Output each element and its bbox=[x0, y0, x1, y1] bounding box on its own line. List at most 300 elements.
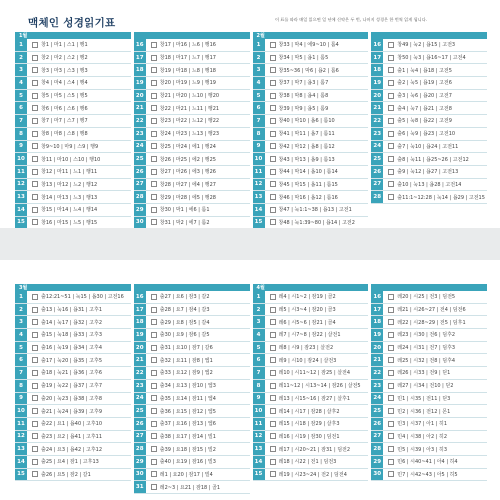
checkbox[interactable] bbox=[388, 459, 394, 465]
day-number: 3 bbox=[253, 64, 265, 76]
reading-passages: 출4 | 눅7 | 욥21 | 고전8 bbox=[397, 105, 452, 112]
checkbox[interactable] bbox=[270, 446, 276, 452]
checkbox[interactable] bbox=[151, 345, 157, 351]
checkbox[interactable] bbox=[151, 194, 157, 200]
day-number: 23 bbox=[134, 128, 146, 140]
reading-row bbox=[253, 90, 369, 103]
reading-row bbox=[371, 393, 487, 406]
month-header bbox=[134, 32, 250, 39]
day-number: 5 bbox=[253, 90, 265, 102]
day-number: 31 bbox=[134, 481, 146, 493]
checkbox[interactable] bbox=[388, 42, 394, 48]
reading-passages: 레9 | 시10 | 잠24 | 살전3 bbox=[278, 357, 337, 364]
day-number: 11 bbox=[15, 418, 27, 430]
checkbox[interactable] bbox=[388, 332, 394, 338]
day-number: 21 bbox=[134, 354, 146, 366]
checkbox[interactable] bbox=[32, 156, 38, 162]
day-number: 6 bbox=[15, 102, 27, 114]
checkbox[interactable] bbox=[32, 319, 38, 325]
reading-passages: 레1 | 요20 | 잠17 | 빌4 bbox=[159, 471, 213, 478]
checkbox[interactable] bbox=[388, 294, 394, 300]
day-number: 2 bbox=[15, 304, 27, 316]
day-number: 23 bbox=[371, 380, 383, 392]
reading-row bbox=[134, 367, 250, 380]
reading-passages: 출24 | 요3 | 욥42 | 고후12 bbox=[41, 446, 103, 453]
day-number: 24 bbox=[371, 141, 383, 153]
checkbox[interactable] bbox=[151, 484, 157, 490]
checkbox[interactable] bbox=[270, 383, 276, 389]
checkbox[interactable] bbox=[270, 181, 276, 187]
checkbox[interactable] bbox=[151, 131, 157, 137]
checkbox[interactable] bbox=[151, 332, 157, 338]
checkbox[interactable] bbox=[151, 307, 157, 313]
reading-passages: 창1 | 마1 | 스1 | 행1 bbox=[41, 42, 88, 49]
checkbox[interactable] bbox=[151, 433, 157, 439]
reading-column bbox=[15, 32, 131, 242]
reading-row bbox=[134, 115, 250, 128]
checkbox[interactable] bbox=[270, 471, 276, 477]
day-number: 17 bbox=[134, 304, 146, 316]
checkbox[interactable] bbox=[32, 294, 38, 300]
reading-row bbox=[15, 39, 131, 52]
checkbox[interactable] bbox=[388, 408, 394, 414]
day-number: 4 bbox=[15, 77, 27, 89]
checkbox[interactable] bbox=[388, 421, 394, 427]
reading-passages: 창27 | 마26 | 에3 | 행26 bbox=[159, 169, 216, 176]
reading-passages: 출22 | 요1 | 욥40 | 고후10 bbox=[41, 421, 103, 428]
reading-passages: 출39 | 요18 | 잠15 | 빌2 bbox=[159, 446, 216, 453]
checkbox[interactable] bbox=[32, 131, 38, 137]
day-number: 14 bbox=[253, 204, 265, 216]
reading-passages: 창13 | 마12 | 느2 | 행12 bbox=[41, 181, 98, 188]
reading-passages: 민4 | 시38 | 아2 | 히2 bbox=[397, 433, 448, 440]
reading-row bbox=[134, 191, 250, 204]
reading-passages: 창38 | 막8 | 욥4 | 롬8 bbox=[278, 93, 329, 100]
checkbox[interactable] bbox=[270, 143, 276, 149]
day-number: 24 bbox=[134, 393, 146, 405]
reading-row bbox=[253, 52, 369, 65]
day-number: 15 bbox=[253, 217, 265, 229]
reading-row bbox=[253, 418, 369, 431]
checkbox[interactable] bbox=[270, 42, 276, 48]
reading-passages: 창24 | 마23 | 느13 | 행23 bbox=[159, 131, 220, 138]
reading-passages: 출36 | 요15 | 잠12 | 엡5 bbox=[159, 408, 216, 415]
reading-row bbox=[371, 342, 487, 355]
checkbox[interactable] bbox=[270, 459, 276, 465]
checkbox[interactable] bbox=[270, 421, 276, 427]
checkbox[interactable] bbox=[32, 207, 38, 213]
checkbox[interactable] bbox=[270, 319, 276, 325]
checkbox[interactable] bbox=[151, 408, 157, 414]
reading-passages: 출2 | 눅5 | 욥19 | 고전6 bbox=[397, 80, 452, 87]
checkbox[interactable] bbox=[388, 307, 394, 313]
checkbox[interactable] bbox=[388, 105, 394, 111]
day-number: 20 bbox=[371, 342, 383, 354]
checkbox[interactable] bbox=[270, 357, 276, 363]
reading-passages: 창31 | 막2 | 에7 | 롬2 bbox=[159, 219, 210, 226]
checkbox[interactable] bbox=[151, 357, 157, 363]
reading-passages: 레23 | 시30 | 전6 | 딤후2 bbox=[397, 332, 456, 339]
checkbox[interactable] bbox=[32, 332, 38, 338]
reading-column bbox=[15, 284, 131, 494]
checkbox[interactable] bbox=[32, 42, 38, 48]
day-number: 5 bbox=[253, 342, 265, 354]
checkbox[interactable] bbox=[32, 446, 38, 452]
reading-passages: 창26 | 마25 | 에2 | 행25 bbox=[159, 156, 216, 163]
reading-row bbox=[371, 443, 487, 456]
reading-row bbox=[134, 354, 250, 367]
reading-row bbox=[253, 115, 369, 128]
reading-row bbox=[15, 102, 131, 115]
reading-row bbox=[134, 179, 250, 192]
checkbox[interactable] bbox=[32, 408, 38, 414]
checkbox[interactable] bbox=[151, 446, 157, 452]
day-number: 21 bbox=[371, 354, 383, 366]
reading-row bbox=[371, 128, 487, 141]
reading-row bbox=[371, 431, 487, 444]
reading-row bbox=[134, 291, 250, 304]
reading-row bbox=[253, 329, 369, 342]
checkbox[interactable] bbox=[151, 219, 157, 225]
checkbox[interactable] bbox=[270, 307, 276, 313]
checkbox[interactable] bbox=[388, 357, 394, 363]
reading-row bbox=[253, 141, 369, 154]
day-number: 18 bbox=[134, 64, 146, 76]
reading-passages: 출3 | 눅6 | 욥20 | 고전7 bbox=[397, 93, 452, 100]
reading-row bbox=[253, 443, 369, 456]
checkbox[interactable] bbox=[151, 471, 157, 477]
checkbox[interactable] bbox=[151, 181, 157, 187]
checkbox[interactable] bbox=[388, 118, 394, 124]
reading-passages: 창16 | 마15 | 느5 | 행15 bbox=[41, 219, 98, 226]
reading-passages: 창23 | 마22 | 느12 | 행22 bbox=[159, 118, 220, 125]
day-number: 1 bbox=[15, 39, 27, 51]
month-label: 1월 bbox=[19, 33, 28, 39]
reading-row bbox=[134, 443, 250, 456]
reading-row bbox=[371, 191, 487, 204]
checkbox[interactable] bbox=[270, 345, 276, 351]
reading-passages: 창37 | 막7 | 욥3 | 롬7 bbox=[278, 80, 329, 87]
reading-row bbox=[15, 304, 131, 317]
checkbox[interactable] bbox=[270, 294, 276, 300]
day-number: 20 bbox=[134, 90, 146, 102]
reading-row bbox=[253, 128, 369, 141]
checkbox[interactable] bbox=[270, 156, 276, 162]
day-number: 25 bbox=[371, 405, 383, 417]
reading-passages: 창47 | 눅1:1~38 | 욥13 | 고전1 bbox=[278, 207, 352, 214]
checkbox[interactable] bbox=[388, 395, 394, 401]
checkbox[interactable] bbox=[32, 383, 38, 389]
checkbox[interactable] bbox=[32, 459, 38, 465]
reading-passages: 레17 | 시20~21 | 잠31 | 딤전2 bbox=[278, 446, 351, 453]
reading-row bbox=[15, 316, 131, 329]
reading-passages: 창44 | 막14 | 욥10 | 롬14 bbox=[278, 169, 338, 176]
checkbox[interactable] bbox=[388, 143, 394, 149]
reading-row bbox=[371, 380, 487, 393]
reading-passages: 창21 | 마20 | 느10 | 행20 bbox=[159, 93, 220, 100]
reading-row bbox=[371, 39, 487, 52]
month-header bbox=[15, 32, 131, 39]
reading-row bbox=[134, 304, 250, 317]
checkbox[interactable] bbox=[388, 80, 394, 86]
reading-passages: 출25 | 요4 | 잠1 | 고후13 bbox=[41, 459, 99, 466]
reading-row bbox=[253, 342, 369, 355]
checkbox[interactable] bbox=[388, 345, 394, 351]
reading-row bbox=[253, 291, 369, 304]
month-header bbox=[253, 32, 369, 39]
reading-row bbox=[15, 380, 131, 393]
checkbox[interactable] bbox=[151, 169, 157, 175]
reading-passages: 출34 | 요13 | 잠10 | 엡3 bbox=[159, 383, 216, 390]
reading-passages: 창43 | 막13 | 욥9 | 롬13 bbox=[278, 156, 335, 163]
reading-passages: 창9~10 | 마9 | 스9 | 행9 bbox=[41, 143, 99, 150]
day-number: 2 bbox=[253, 304, 265, 316]
reading-passages: 창14 | 마13 | 느3 | 행13 bbox=[41, 194, 98, 201]
day-number: 27 bbox=[134, 431, 146, 443]
reading-row bbox=[253, 380, 369, 393]
checkbox[interactable] bbox=[270, 207, 276, 213]
checkbox[interactable] bbox=[151, 118, 157, 124]
reading-row bbox=[371, 405, 487, 418]
reading-passages: 창34 | 막5 | 욥1 | 롬5 bbox=[278, 55, 329, 62]
reading-row bbox=[253, 456, 369, 469]
reading-row bbox=[134, 141, 250, 154]
checkbox[interactable] bbox=[388, 194, 394, 200]
checkbox[interactable] bbox=[32, 93, 38, 99]
checkbox[interactable] bbox=[151, 156, 157, 162]
checkbox[interactable] bbox=[151, 67, 157, 73]
checkbox[interactable] bbox=[388, 93, 394, 99]
reading-row bbox=[371, 90, 487, 103]
day-number: 16 bbox=[134, 39, 146, 51]
checkbox[interactable] bbox=[151, 370, 157, 376]
reading-row bbox=[134, 393, 250, 406]
checkbox[interactable] bbox=[32, 370, 38, 376]
reading-column bbox=[134, 284, 250, 494]
checkbox[interactable] bbox=[32, 471, 38, 477]
checkbox[interactable] bbox=[32, 143, 38, 149]
checkbox[interactable] bbox=[388, 446, 394, 452]
reading-row bbox=[253, 204, 369, 217]
day-number: 19 bbox=[134, 329, 146, 341]
checkbox[interactable] bbox=[32, 169, 38, 175]
checkbox[interactable] bbox=[270, 219, 276, 225]
reading-passages: 창17 | 마16 | 느6 | 행16 bbox=[159, 42, 216, 49]
checkbox[interactable] bbox=[151, 421, 157, 427]
reading-passages: 출26 | 요5 | 잠2 | 갈1 bbox=[41, 471, 91, 478]
checkbox[interactable] bbox=[151, 207, 157, 213]
checkbox[interactable] bbox=[151, 294, 157, 300]
reading-passages: 출23 | 요2 | 욥41 | 고후11 bbox=[41, 433, 103, 440]
reading-passages: 창18 | 마17 | 느7 | 행17 bbox=[159, 55, 216, 62]
reading-passages: 창8 | 마8 | 스8 | 행8 bbox=[41, 131, 88, 138]
day-number: 22 bbox=[134, 367, 146, 379]
checkbox[interactable] bbox=[32, 395, 38, 401]
reading-row bbox=[371, 367, 487, 380]
checkbox[interactable] bbox=[270, 93, 276, 99]
checkbox[interactable] bbox=[151, 143, 157, 149]
checkbox[interactable] bbox=[32, 67, 38, 73]
day-number: 12 bbox=[15, 179, 27, 191]
checkbox[interactable] bbox=[32, 307, 38, 313]
checkbox[interactable] bbox=[388, 471, 394, 477]
day-number: 29 bbox=[134, 204, 146, 216]
checkbox[interactable] bbox=[32, 433, 38, 439]
reading-passages: 출11:1~12:28 | 눅14 | 욥29 | 고전15 bbox=[397, 194, 485, 201]
reading-row bbox=[134, 469, 250, 482]
checkbox[interactable] bbox=[270, 169, 276, 175]
reading-passages: 레13 | 시15~16 | 잠27 | 살후1 bbox=[278, 395, 351, 402]
reading-passages: 출21 | 눅24 | 욥39 | 고후9 bbox=[41, 408, 103, 415]
day-number: 10 bbox=[253, 405, 265, 417]
checkbox[interactable] bbox=[32, 357, 38, 363]
checkbox[interactable] bbox=[270, 408, 276, 414]
reading-passages: 레27 | 시34 | 전10 | 딛2 bbox=[397, 383, 454, 390]
reading-passages: 창39 | 막9 | 욥5 | 롬9 bbox=[278, 105, 329, 112]
checkbox[interactable] bbox=[388, 67, 394, 73]
checkbox[interactable] bbox=[151, 105, 157, 111]
checkbox[interactable] bbox=[388, 319, 394, 325]
day-number: 1 bbox=[253, 291, 265, 303]
day-number: 15 bbox=[15, 469, 27, 481]
day-number: 12 bbox=[253, 179, 265, 191]
checkbox[interactable] bbox=[151, 395, 157, 401]
day-number: 24 bbox=[134, 141, 146, 153]
reading-row bbox=[134, 418, 250, 431]
checkbox[interactable] bbox=[151, 55, 157, 61]
checkbox[interactable] bbox=[32, 181, 38, 187]
reading-passages: 레22 | 시28~29 | 전5 | 딤후1 bbox=[397, 319, 466, 326]
reading-row bbox=[371, 354, 487, 367]
day-number: 22 bbox=[371, 367, 383, 379]
reading-passages: 레16 | 시19 | 잠30 | 딤전1 bbox=[278, 433, 340, 440]
checkbox[interactable] bbox=[32, 194, 38, 200]
checkbox[interactable] bbox=[270, 105, 276, 111]
checkbox[interactable] bbox=[270, 194, 276, 200]
reading-row bbox=[134, 64, 250, 77]
reading-row bbox=[371, 153, 487, 166]
checkbox[interactable] bbox=[32, 421, 38, 427]
day-number: 25 bbox=[134, 405, 146, 417]
checkbox[interactable] bbox=[151, 93, 157, 99]
day-number: 13 bbox=[15, 191, 27, 203]
day-number: 1 bbox=[253, 39, 265, 51]
reading-passages: 창3 | 마3 | 스3 | 행3 bbox=[41, 67, 88, 74]
reading-passages: 출32 | 요11 | 잠8 | 엡1 bbox=[159, 357, 213, 364]
checkbox[interactable] bbox=[388, 433, 394, 439]
reading-row bbox=[134, 342, 250, 355]
day-number: 21 bbox=[134, 102, 146, 114]
day-number: 10 bbox=[15, 153, 27, 165]
checkbox[interactable] bbox=[32, 345, 38, 351]
checkbox[interactable] bbox=[270, 370, 276, 376]
reading-passages: 창33 | 막4 | 에9~10 | 롬4 bbox=[278, 42, 339, 49]
checkbox[interactable] bbox=[151, 42, 157, 48]
checkbox[interactable] bbox=[151, 80, 157, 86]
reading-passages: 창11 | 마10 | 스10 | 행10 bbox=[41, 156, 101, 163]
day-number: 16 bbox=[371, 39, 383, 51]
reading-passages: 창12 | 마11 | 느1 | 행11 bbox=[41, 169, 98, 176]
reading-row bbox=[134, 204, 250, 217]
checkbox[interactable] bbox=[270, 395, 276, 401]
day-number: 16 bbox=[134, 291, 146, 303]
checkbox[interactable] bbox=[151, 383, 157, 389]
day-number: 22 bbox=[371, 115, 383, 127]
reading-row bbox=[134, 77, 250, 90]
reading-passages: 민6 | 시40~41 | 아4 | 히4 bbox=[397, 459, 458, 466]
reading-row bbox=[253, 393, 369, 406]
checkbox[interactable] bbox=[32, 219, 38, 225]
day-number: 6 bbox=[253, 102, 265, 114]
day-number: 15 bbox=[253, 469, 265, 481]
checkbox[interactable] bbox=[32, 55, 38, 61]
reading-row bbox=[15, 367, 131, 380]
checkbox[interactable] bbox=[388, 156, 394, 162]
checkbox[interactable] bbox=[388, 370, 394, 376]
checkbox[interactable] bbox=[32, 105, 38, 111]
reading-passages: 출35 | 요14 | 잠11 | 엡4 bbox=[159, 395, 216, 402]
reading-passages: 창48 | 눅1:39~80 | 욥14 | 고전2 bbox=[278, 219, 355, 226]
checkbox[interactable] bbox=[270, 80, 276, 86]
reading-row bbox=[371, 115, 487, 128]
reading-passages: 레7 | 시7~8 | 잠22 | 살전1 bbox=[278, 332, 341, 339]
checkbox[interactable] bbox=[388, 131, 394, 137]
checkbox[interactable] bbox=[32, 118, 38, 124]
checkbox[interactable] bbox=[270, 55, 276, 61]
reading-passages: 창30 | 막1 | 에6 | 롬1 bbox=[159, 207, 210, 214]
reading-row bbox=[371, 316, 487, 329]
day-number: 9 bbox=[15, 393, 27, 405]
reading-row bbox=[253, 179, 369, 192]
reading-row bbox=[15, 64, 131, 77]
checkbox[interactable] bbox=[270, 332, 276, 338]
reading-passages: 레11~12 | 시13~14 | 잠26 | 살전5 bbox=[278, 383, 361, 390]
day-number: 2 bbox=[15, 52, 27, 64]
reading-passages: 창41 | 막11 | 욥7 | 롬11 bbox=[278, 131, 335, 138]
reading-row bbox=[253, 191, 369, 204]
reading-passages: 레4 | 시1~2 | 잠19 | 골2 bbox=[278, 294, 336, 301]
checkbox[interactable] bbox=[388, 181, 394, 187]
day-number: 28 bbox=[371, 443, 383, 455]
reading-row bbox=[15, 52, 131, 65]
checkbox[interactable] bbox=[388, 383, 394, 389]
month-header bbox=[371, 32, 487, 39]
checkbox[interactable] bbox=[388, 169, 394, 175]
checkbox[interactable] bbox=[388, 55, 394, 61]
reading-passages: 창22 | 마21 | 느11 | 행21 bbox=[159, 105, 220, 112]
day-number: 5 bbox=[15, 90, 27, 102]
month-label: 4월 bbox=[256, 285, 265, 291]
reading-passages: 출27 | 요6 | 잠3 | 갈2 bbox=[159, 294, 210, 301]
reading-passages: 창40 | 막10 | 욥6 | 롬10 bbox=[278, 118, 335, 125]
reading-passages: 창6 | 마6 | 스6 | 행6 bbox=[41, 105, 88, 112]
month-label: 3월 bbox=[19, 285, 28, 291]
day-number: 7 bbox=[253, 115, 265, 127]
checkbox[interactable] bbox=[270, 131, 276, 137]
month-label: 2월 bbox=[256, 33, 265, 39]
checkbox[interactable] bbox=[151, 319, 157, 325]
reading-row bbox=[253, 431, 369, 444]
checkbox[interactable] bbox=[151, 459, 157, 465]
reading-column bbox=[371, 32, 487, 242]
checkbox[interactable] bbox=[270, 67, 276, 73]
reading-row bbox=[15, 469, 131, 482]
reading-passages: 레19 | 시23~24 | 전2 | 딤전4 bbox=[278, 471, 347, 478]
checkbox[interactable] bbox=[270, 118, 276, 124]
day-number: 1 bbox=[15, 291, 27, 303]
checkbox[interactable] bbox=[270, 433, 276, 439]
checkbox[interactable] bbox=[32, 80, 38, 86]
